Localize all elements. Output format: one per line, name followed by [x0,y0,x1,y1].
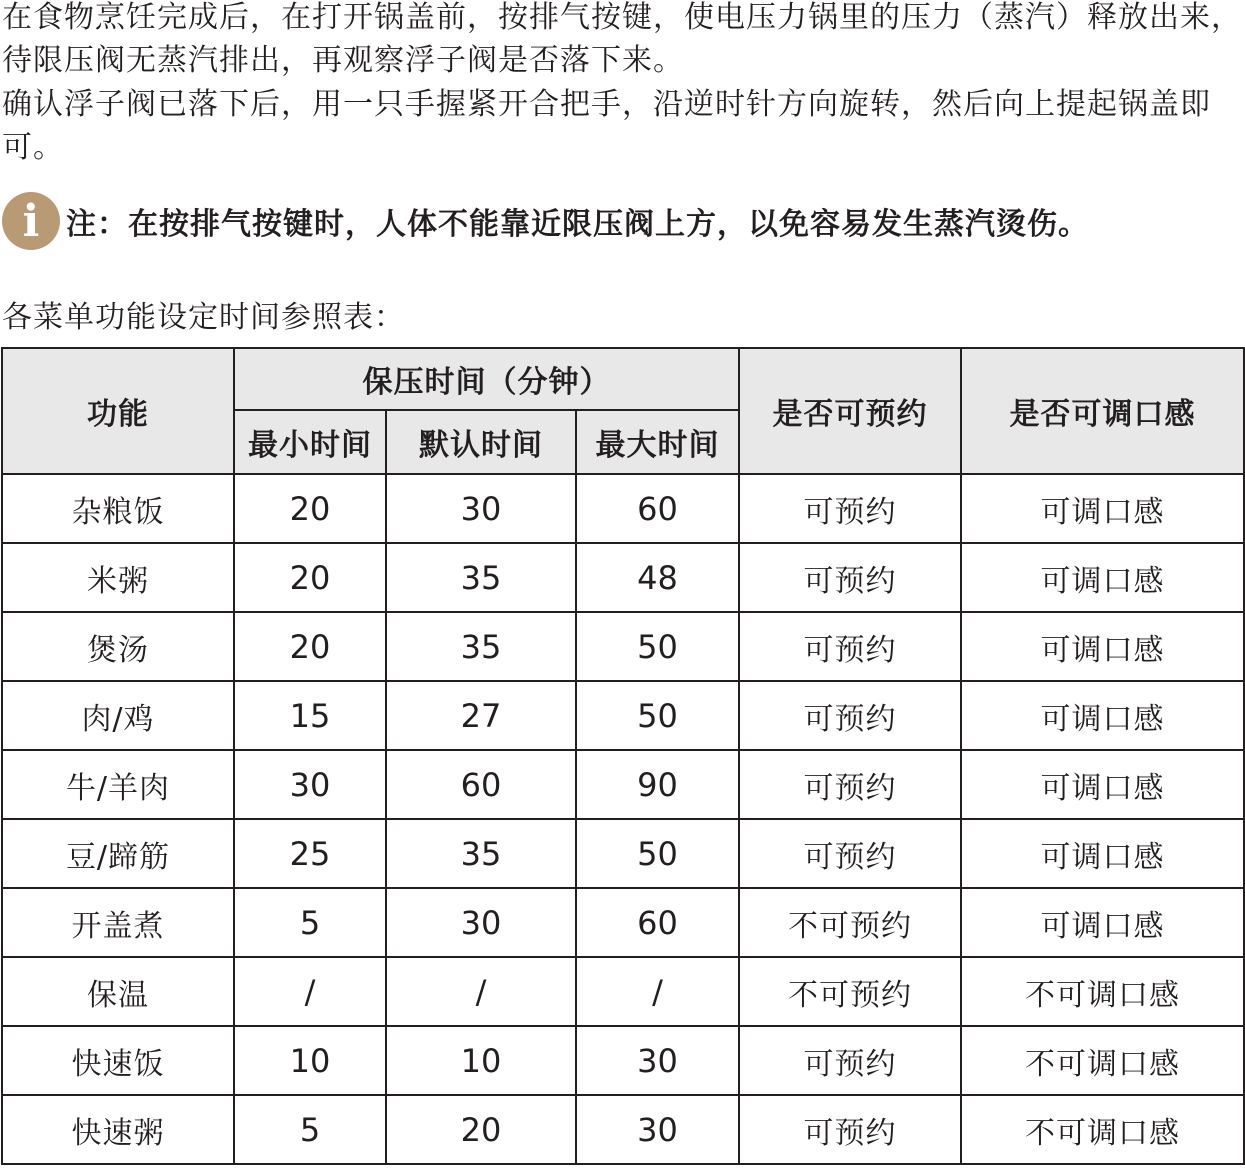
cell-default-time: 30 [386,888,576,957]
cell-reservable: 不可预约 [739,957,961,1026]
cell-max-time: 60 [576,474,739,543]
cell-adjustable: 可调口感 [961,543,1244,612]
table-row [2,750,1244,819]
cell-default-time: 10 [386,1026,576,1095]
table-row [2,957,1244,1026]
cell-min-time: 15 [234,681,386,750]
cell-adjustable: 可调口感 [961,819,1244,888]
table-row [2,543,1244,612]
cell-adjustable: 可调口感 [961,750,1244,819]
cell-min-time: / [234,957,386,1026]
header-max-time: 最大时间 [576,410,739,474]
table-row [2,681,1244,750]
cell-adjustable: 不可调口感 [961,1095,1244,1164]
cell-max-time: 50 [576,819,739,888]
cell-max-time: 60 [576,888,739,957]
cell-adjustable: 可调口感 [961,888,1244,957]
cell-default-time: / [386,957,576,1026]
cell-default-time: 60 [386,750,576,819]
table-header-row [2,348,1244,410]
header-reservable: 是否可预约 [739,348,961,474]
table-caption: 各菜单功能设定时间参照表： [2,300,405,335]
cell-adjustable: 可调口感 [961,681,1244,750]
cell-min-time: 20 [234,612,386,681]
cell-max-time: 30 [576,1026,739,1095]
cell-function: 快速粥 [2,1095,234,1164]
cell-max-time: 48 [576,543,739,612]
cell-adjustable: 不可调口感 [961,957,1244,1026]
cell-max-time: 50 [576,681,739,750]
cell-adjustable: 不可调口感 [961,1026,1244,1095]
cell-default-time: 35 [386,543,576,612]
cell-adjustable: 可调口感 [961,474,1244,543]
cell-min-time: 20 [234,474,386,543]
table-row [2,612,1244,681]
safety-note [2,192,1089,250]
cell-reservable: 可预约 [739,474,961,543]
cell-min-time: 20 [234,543,386,612]
cell-function: 肉/鸡 [2,681,234,750]
cell-function: 开盖煮 [2,888,234,957]
cell-reservable: 可预约 [739,681,961,750]
table-row [2,888,1244,957]
cell-reservable: 可预约 [739,819,961,888]
table-row [2,1095,1244,1164]
cell-function: 保温 [2,957,234,1026]
cell-reservable: 可预约 [739,1026,961,1095]
cell-default-time: 30 [386,474,576,543]
cell-function: 杂粮饭 [2,474,234,543]
cell-reservable: 可预约 [739,1095,961,1164]
cell-adjustable: 可调口感 [961,612,1244,681]
cell-reservable: 不可预约 [739,888,961,957]
table-row [2,819,1244,888]
header-min-time: 最小时间 [234,410,386,474]
header-pressure-time: 保压时间（分钟） [234,348,739,410]
header-function: 功能 [2,348,234,474]
cell-min-time: 5 [234,888,386,957]
cell-function: 牛/羊肉 [2,750,234,819]
table-row [2,474,1244,543]
header-default-time: 默认时间 [386,410,576,474]
cell-function: 煲汤 [2,612,234,681]
instruction-paragraph-1: 在食物烹饪完成后，在打开锅盖前，按排气按键，使电压力锅里的压力（蒸汽）释放出来，待限压阀无蒸汽排出，再观察浮子阀是否落下来。 [2,0,1242,78]
cell-min-time: 10 [234,1026,386,1095]
cell-min-time: 25 [234,819,386,888]
cell-min-time: 30 [234,750,386,819]
cell-default-time: 35 [386,819,576,888]
cell-default-time: 20 [386,1095,576,1164]
header-adjustable: 是否可调口感 [961,348,1244,474]
cell-function: 米粥 [2,543,234,612]
cell-max-time: / [576,957,739,1026]
table-row [2,1026,1244,1095]
cell-function: 豆/蹄筋 [2,819,234,888]
safety-note-text: 注：在按排气按键时，人体不能靠近限压阀上方，以免容易发生蒸汽烫伤。 [66,207,1089,242]
cell-max-time: 30 [576,1095,739,1164]
instruction-paragraph-2: 确认浮子阀已落下后，用一只手握紧开合把手，沿逆时针方向旋转，然后向上提起锅盖即可。 [2,87,1211,165]
cell-max-time: 90 [576,750,739,819]
cell-max-time: 50 [576,612,739,681]
info-icon: i [2,192,60,250]
cell-reservable: 可预约 [739,543,961,612]
menu-time-reference-table [1,347,1245,1165]
cell-default-time: 27 [386,681,576,750]
cell-function: 快速饭 [2,1026,234,1095]
cell-reservable: 可预约 [739,750,961,819]
cell-reservable: 可预约 [739,612,961,681]
cell-min-time: 5 [234,1095,386,1164]
cell-default-time: 35 [386,612,576,681]
